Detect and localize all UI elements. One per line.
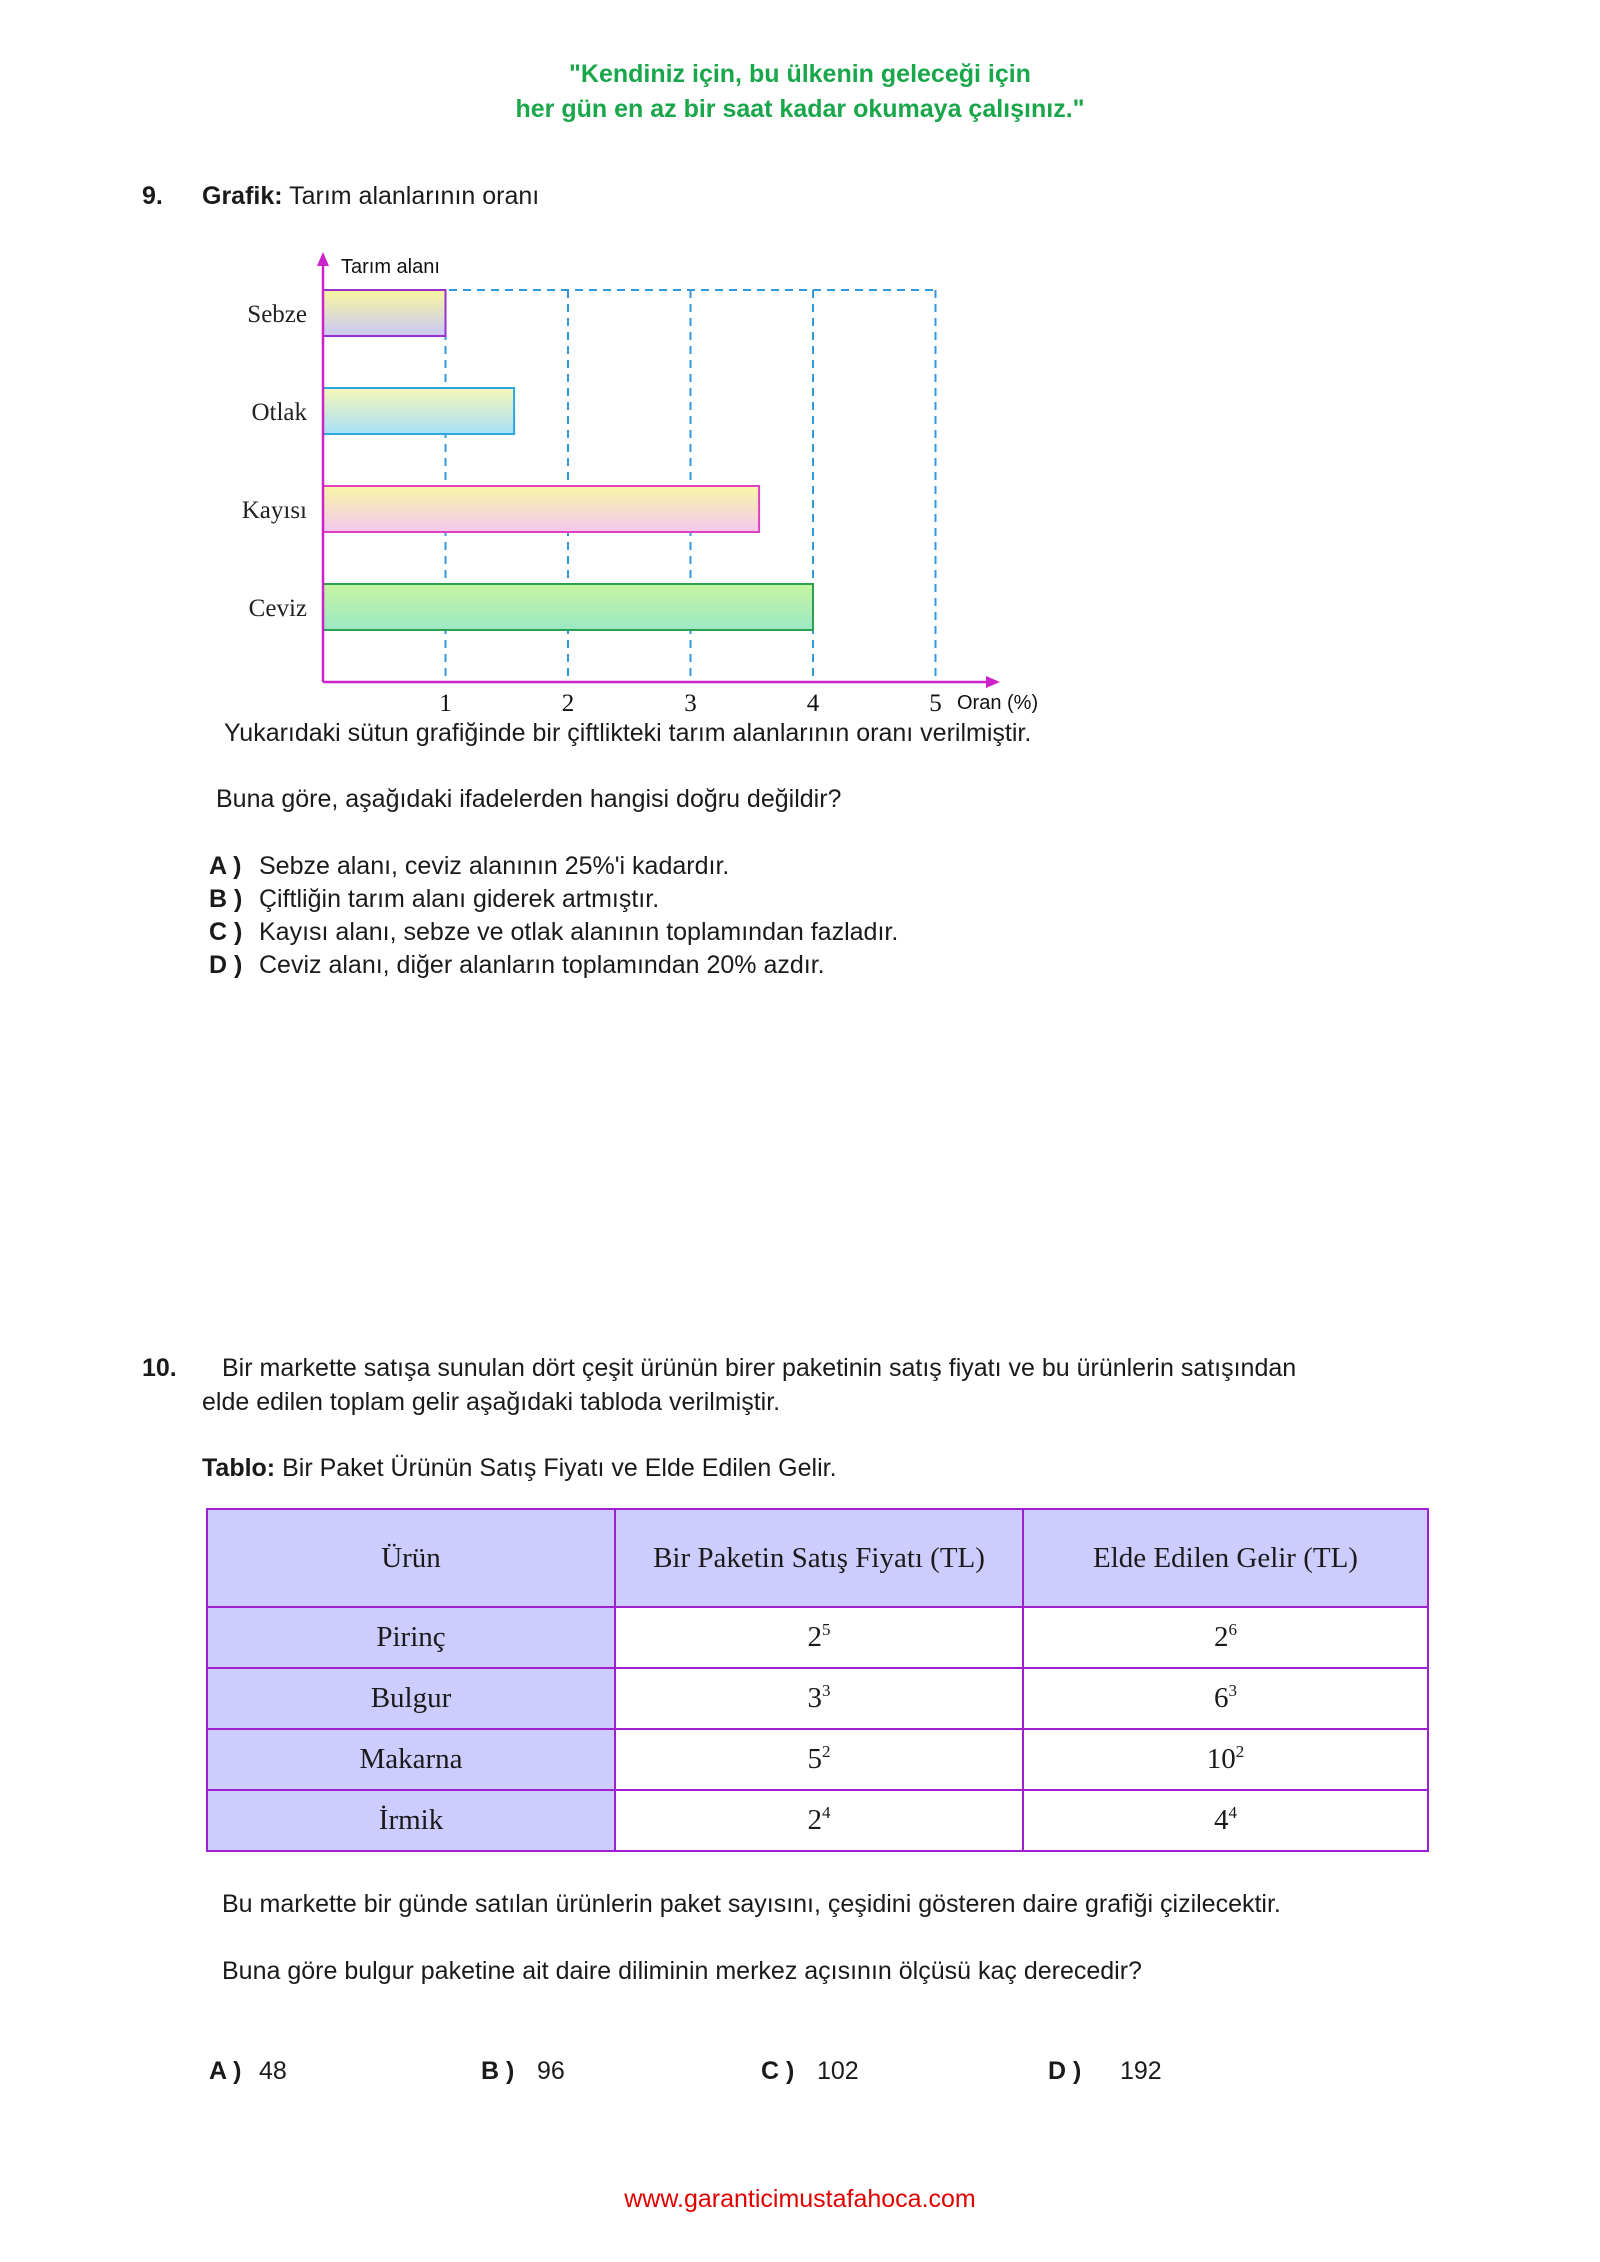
question-10-table-caption (202, 1452, 837, 1485)
table-header-price: Bir Paketin Satış Fiyatı (TL) (615, 1509, 1023, 1607)
question-9-option-d[interactable] (209, 949, 825, 982)
option-letter: C ) (761, 2057, 795, 2085)
income-base: 2 (1214, 1621, 1229, 1653)
option-letter: D ) (1048, 2057, 1082, 2085)
question-10-option-a[interactable] (209, 2055, 287, 2088)
option-text: Kayısı alanı, sebze ve otlak alanının toplamından fazladır. (259, 918, 899, 946)
question-10-number: 10. (142, 1354, 177, 1382)
header-quote-line2: her gün en az bir saat kadar okumaya çalışınız." (515, 95, 1085, 123)
price-exponent: 4 (822, 1803, 831, 1822)
option-text: 102 (817, 2057, 859, 2085)
option-text: Çiftliğin tarım alanı giderek artmıştır. (259, 885, 660, 913)
product-name: Makarna (207, 1729, 615, 1790)
footer-website-link[interactable]: www.garanticimustafahoca.com (624, 2185, 976, 2213)
option-letter: C ) (209, 918, 243, 946)
income-cell (1023, 1790, 1428, 1851)
price-exponent: 5 (822, 1620, 831, 1639)
question-9-option-a[interactable] (209, 850, 729, 883)
x-tick-label: 4 (806, 690, 820, 717)
income-cell (1023, 1729, 1428, 1790)
price-exponent: 2 (822, 1742, 831, 1761)
question-9-prompt: Buna göre, aşağıdaki ifadelerden hangisi doğru değildir? (216, 785, 842, 813)
graph-label: Grafik: (202, 182, 283, 210)
header-quote-line1: "Kendiniz için, bu ülkenin geleceği için (569, 60, 1031, 88)
table-header-product: Ürün (207, 1509, 615, 1607)
price-base: 2 (807, 1804, 822, 1836)
category-label: Sebze (247, 301, 307, 328)
product-name: Pirinç (207, 1607, 615, 1668)
question-10-option-c[interactable] (761, 2055, 859, 2088)
question-10-option-d[interactable] (1048, 2055, 1162, 2088)
price-exponent: 3 (822, 1681, 831, 1700)
income-exponent: 3 (1228, 1681, 1237, 1700)
product-name: Bulgur (207, 1668, 615, 1729)
option-text: Sebze alanı, ceviz alanının 25%'i kadardır. (259, 852, 730, 880)
category-label: Ceviz (248, 595, 307, 622)
price-cell (615, 1790, 1023, 1851)
table-row (207, 1668, 1428, 1729)
price-cell (615, 1729, 1023, 1790)
bar-kayısı (323, 486, 759, 532)
table-header-income: Elde Edilen Gelir (TL) (1023, 1509, 1428, 1607)
price-base: 2 (807, 1621, 822, 1653)
income-base: 4 (1214, 1804, 1229, 1836)
question-10-prompt: Buna göre bulgur paketine ait daire diliminin merkez açısının ölçüsü kaç derecedir? (222, 1957, 1142, 1985)
x-axis-label: Oran (%) (957, 692, 1039, 714)
table-row (207, 1790, 1428, 1851)
graph-title: Tarım alanlarının oranı (289, 182, 540, 210)
table-row (207, 1729, 1428, 1790)
question-9-option-c[interactable] (209, 916, 898, 949)
bar-sebze (323, 290, 446, 336)
income-cell (1023, 1607, 1428, 1668)
option-text: 96 (537, 2057, 565, 2085)
category-label: Otlak (251, 399, 307, 426)
table-row (207, 1607, 1428, 1668)
question-10-intro-line2: elde edilen toplam gelir aşağıdaki tabloda verilmiştir. (202, 1388, 781, 1416)
income-base: 6 (1214, 1682, 1229, 1714)
income-base: 10 (1206, 1743, 1236, 1775)
question-10-statement: Bu markette bir günde satılan ürünlerin paket sayısını, çeşidini gösteren daire grafiği çizilecektir. (222, 1890, 1281, 1918)
bar-ceviz (323, 584, 813, 630)
x-tick-label: 1 (439, 690, 452, 717)
bar-otlak (323, 388, 514, 434)
product-table (206, 1508, 1429, 1852)
option-letter: B ) (481, 2057, 515, 2085)
product-name: İrmik (207, 1790, 615, 1851)
question-9-description: Yukarıdaki sütun grafiğinde bir çiftlikteki tarım alanlarının oranı verilmiştir. (224, 719, 1032, 747)
option-text: 48 (259, 2057, 287, 2085)
table-header-row (207, 1509, 1428, 1607)
question-9-number: 9. (142, 182, 163, 210)
price-base: 3 (807, 1682, 822, 1714)
income-exponent: 2 (1235, 1742, 1245, 1761)
x-axis-arrow (986, 676, 1000, 688)
table-title: Bir Paket Ürünün Satış Fiyatı ve Elde Edilen Gelir. (282, 1454, 837, 1482)
y-axis-arrow (317, 252, 329, 266)
x-tick-label: 3 (684, 690, 697, 717)
question-9-option-b[interactable] (209, 883, 659, 916)
category-label: Kayısı (241, 497, 307, 524)
option-text: 192 (1120, 2057, 1162, 2085)
bar-chart (0, 0, 1600, 720)
option-letter: A ) (209, 852, 242, 880)
income-cell (1023, 1668, 1428, 1729)
question-10-option-b[interactable] (481, 2055, 565, 2088)
income-exponent: 6 (1228, 1620, 1237, 1639)
y-axis-label: Tarım alanı (341, 256, 440, 278)
option-letter: B ) (209, 885, 243, 913)
option-letter: A ) (209, 2057, 242, 2085)
price-cell (615, 1668, 1023, 1729)
option-text: Ceviz alanı, diğer alanların toplamından 20% azdır. (259, 951, 825, 979)
price-base: 5 (807, 1743, 822, 1775)
question-10-intro-line1: Bir markette satışa sunulan dört çeşit ürünün birer paketinin satış fiyatı ve bu ürünlerin satışından (222, 1354, 1297, 1382)
x-tick-label: 5 (929, 690, 942, 717)
table-label: Tablo: (202, 1454, 276, 1482)
x-tick-label: 2 (561, 690, 575, 717)
option-letter: D ) (209, 951, 243, 979)
income-exponent: 4 (1228, 1803, 1237, 1822)
price-cell (615, 1607, 1023, 1668)
